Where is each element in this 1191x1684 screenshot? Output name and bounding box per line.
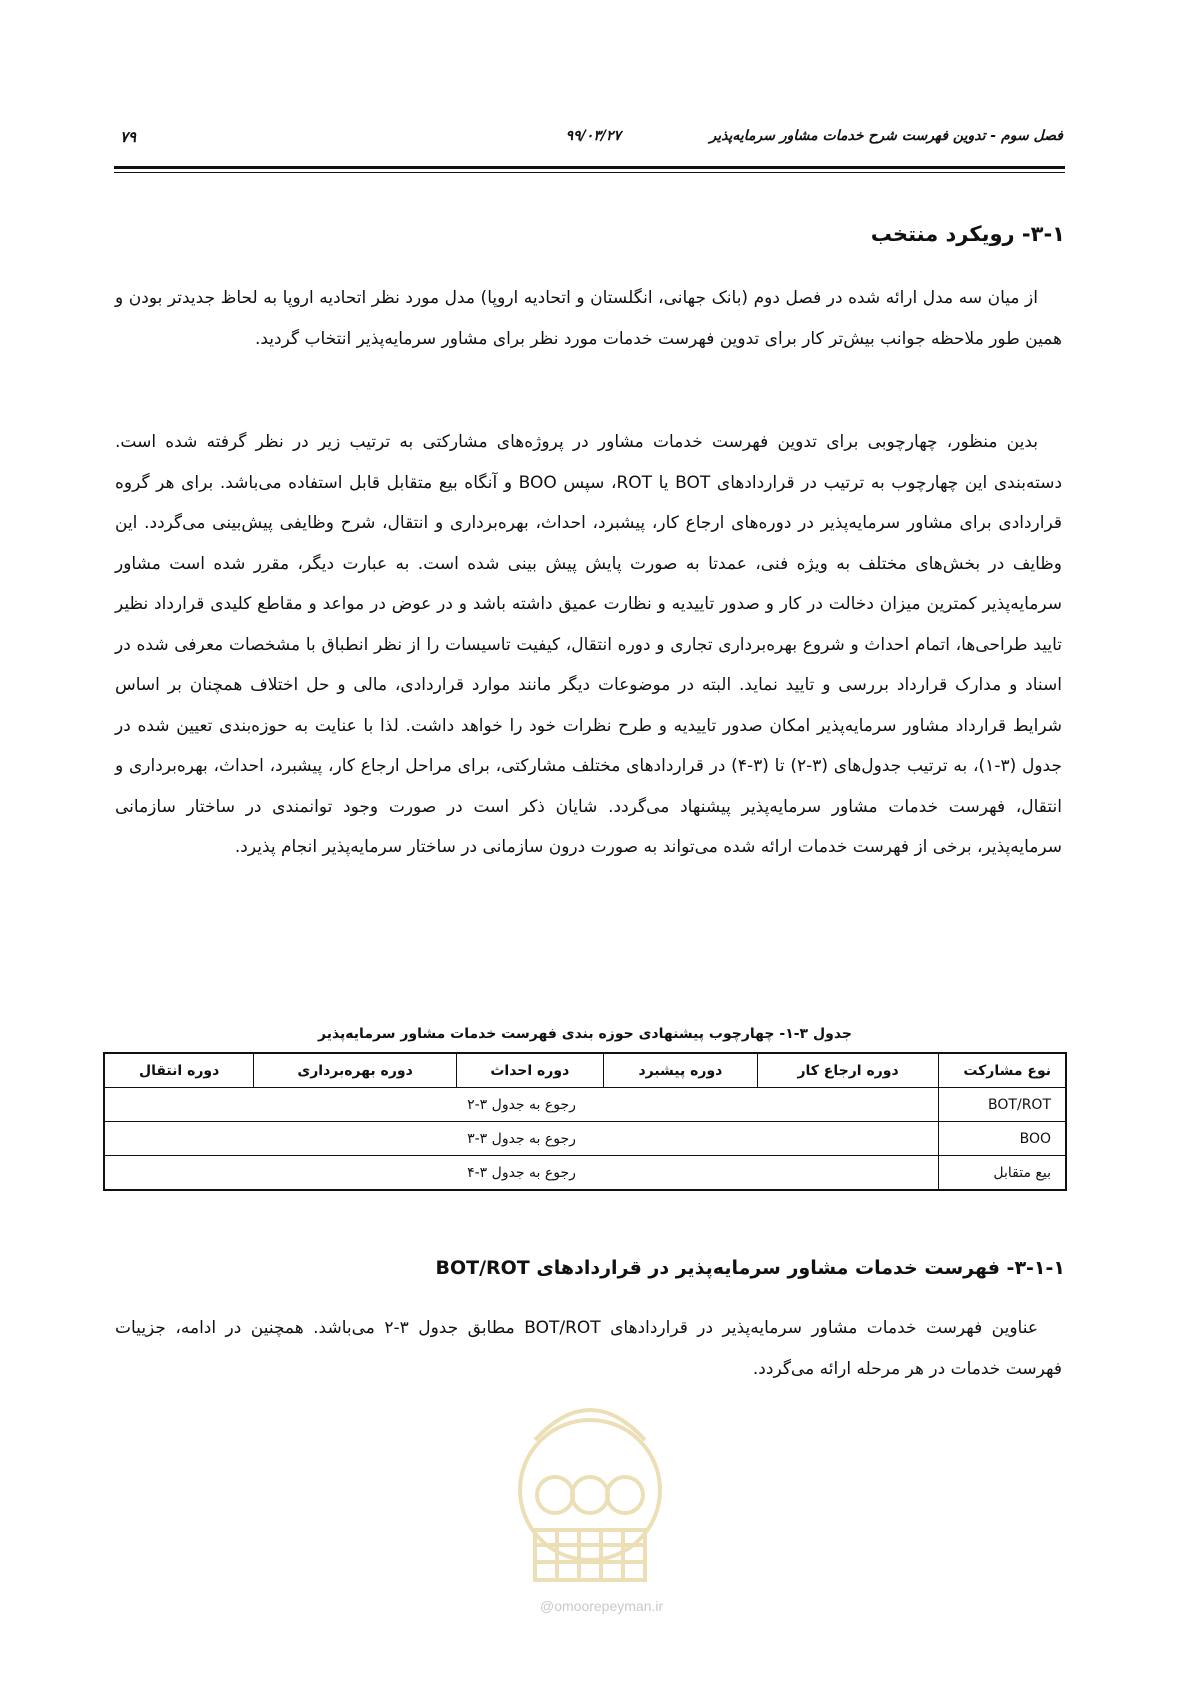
row-type: BOT/ROT [939, 1088, 1067, 1122]
header-construction: دوره احداث [456, 1053, 603, 1088]
header-operation: دوره بهره‌برداری [254, 1053, 457, 1088]
header-rule [114, 166, 1065, 169]
paragraph-2-text: بدین منظور، چهارچوبی برای تدوین فهرست خدمات مشاور در پروژه‌های مشارکتی به ترتیب زیر در نظر گرفته شده است. دسته‌بندی این چهارچوب به ترتیب در قراردادهای BOT یا ROT، سپس BOO و آنگاه بیع متقابل قابل استفاده می‌باشد. برای هر گروه قراردادی برای مشاور سرمایه‌پذیر در دوره‌های ارجاع کار، پیشبرد، احداث، بهره‌برداری و انتقال، شرح وظایفی پیش‌بینی می‌گردد. این وظایف در بخش‌های مختلف به ویژه فنی، عمدتا به صورت پایش پیش بینی شده است. به عبارت دیگر، مقرر شده است مشاور سرمایه‌پذیر کمترین میزان دخالت در کار و صدور تاییدیه و نظارت عمیق داشته باشد و در عوض در مواعد و مقاطع کلیدی قرارداد نظیر تایید طراحی‌ها، اتمام احداث و شروع بهره‌برداری تجاری و دوره انتقال، کیفیت تاسیسات را از نظر انطباق با مشخصات معرفی شده در اسناد و مدارک قرارداد بررسی و تایید نماید. البته در موضوعات دیگر مانند موارد قراردادی، مالی و حل اختلاف همچنان بر اساس شرایط قرارداد مشاور سرمایه‌پذیر امکان صدور تاییدیه و طرح نظرات خود را خواهد داشت. لذا با عنایت به حوزه‌بندی تعیین شده در جدول (۳-۱)، به ترتیب جدول‌های (۳-۲) تا (۳-۴) در قراردادهای مختلف مشارکتی، برای مراحل ارجاع کار، پیشبرد، احداث، بهره‌برداری و انتقال، فهرست خدمات مشاور سرمایه‌پذیر پیشنهاد می‌گردد. شایان ذکر است در صورت وجود توانمندی در ساختار سازمانی سرمایه‌پذیر، برخی از فهرست خدمات ارائه شده می‌تواند به صورت درون سازمانی در ساختار سرمایه‌پذیر انجام پذیرد. [115, 432, 1063, 857]
header-transfer: دوره انتقال [104, 1053, 254, 1088]
section-heading: ۳-۱- رویکرد منتخب [870, 222, 1065, 246]
header-development: دوره پیشبرد [603, 1053, 757, 1088]
table-row [104, 1156, 1066, 1191]
row-type: بیع متقابل [939, 1156, 1067, 1191]
header-date: ۹۹/۰۳/۲۷ [565, 128, 621, 144]
row-type: BOO [939, 1122, 1067, 1156]
paragraph-1 [115, 278, 1062, 359]
header-rule-thin [114, 172, 1065, 173]
row-reference: رجوع به جدول ۳-۴ [104, 1156, 939, 1191]
table-row [104, 1122, 1066, 1156]
watermark-logo-icon [495, 1370, 685, 1620]
watermark-url: @omoorepeyman.ir [540, 1598, 664, 1614]
running-header [120, 128, 1063, 154]
table-header-row [104, 1053, 1066, 1088]
paragraph-1-text: از میان سه مدل ارائه شده در فصل دوم (بانک جهانی، انگلستان و اتحادیه اروپا) مدل مورد نظر اتحادیه اروپا به لحاظ جدیدتر بودن و همین طور ملاحظه جوانب بیش‌تر کار برای تدوین فهرست خدمات مورد نظر برای مشاور سرمایه‌پذیر انتخاب گردید. [115, 288, 1062, 349]
table-caption: جدول ۳-۱- چهارچوب پیشنهادی حوزه بندی فهرست خدمات مشاور سرمایه‌پذیر [318, 1026, 852, 1042]
page-number: ۷۹ [120, 128, 137, 146]
subsection-heading: ۳-۱-۱- فهرست خدمات مشاور سرمایه‌پذیر در قراردادهای BOT/ROT [435, 1257, 1065, 1279]
row-reference: رجوع به جدول ۳-۲ [104, 1088, 939, 1122]
row-reference: رجوع به جدول ۳-۳ [104, 1122, 939, 1156]
table-row [104, 1088, 1066, 1122]
paragraph-3-text: عناوین فهرست خدمات مشاور سرمایه‌پذیر در قراردادهای BOT/ROT مطابق جدول ۳-۲ می‌باشد. همچنین در ادامه، جزییات فهرست خدمات در هر مرحله ارائه می‌گردد. [115, 1318, 1062, 1379]
header-type: نوع مشارکت [939, 1053, 1067, 1088]
framework-table [103, 1052, 1067, 1191]
paragraph-2 [115, 422, 1062, 868]
chapter-title: فصل سوم - تدوین فهرست شرح خدمات مشاور سرمایه‌پذیر [709, 128, 1063, 144]
header-assignment: دوره ارجاع کار [758, 1053, 939, 1088]
